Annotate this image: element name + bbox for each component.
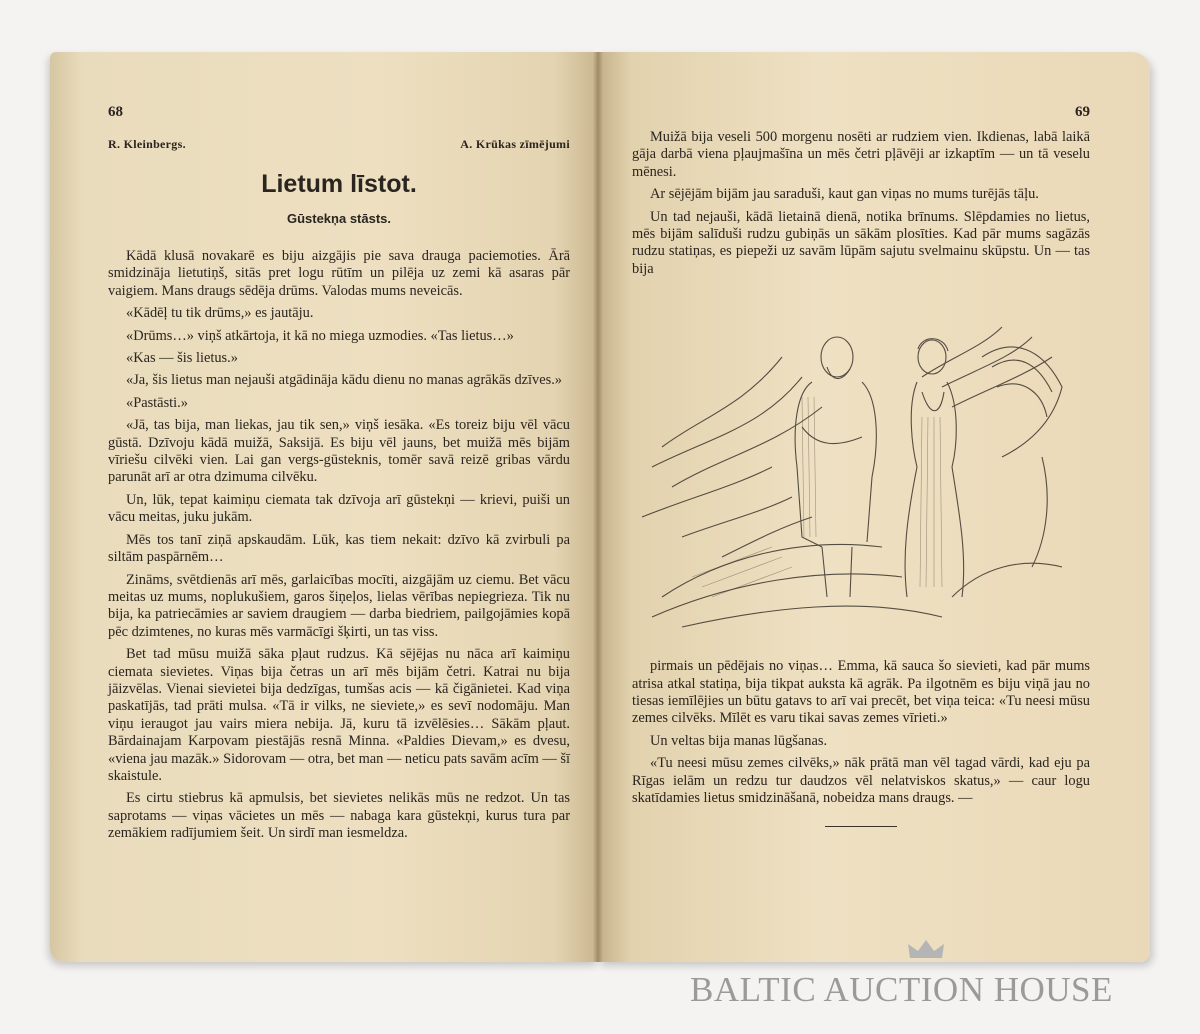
paragraph: Zināms, svētdienās arī mēs, garlaicības mocīti, aizgājām uz ciemu. Bet vācu meitas uz mums, noplukušiem, garos šiņeļos, lielas vērības nepiegrieza. Tik nu bija, ka patriecāmies ar saviem draugiem — darba biedriem, pailgojāmies kopā pēc dzimtenes, no kuras mēs varmācīgi šķirti, un tas viss. xyxy=(108,571,570,640)
paragraph: «Jā, tas bija, man liekas, jau tik sen,» viņš iesāka. «Es toreiz biju vēl vācu gūstā. Dzīvoju kādā muižā, Saksijā. Es biju vēl jauns, bet muižā mēs bijām vīriešu cilvēki vien. Lai gan vergs-gūsteknis, tomēr savā reizē gribas vārdu parunāt arī ar otra dzimuma cilvēku. xyxy=(108,417,570,486)
paragraph: «Tu neesi mūsu zemes cilvēks,» nāk prātā man vēl tagad vārdi, kad eju pa Rīgas ielām un redzu tur daudzos vēl nelatviskos skatus,» — caur logu skatīdamies lietus smidzināšanā, nobeidza mans draugs. — xyxy=(632,755,1090,807)
paragraph: Mēs tos tanī ziņā apskaudām. Lūk, kas tiem nekait: dzīvo kā zvirbuli pa siltām paspārnēm… xyxy=(108,531,570,566)
crown-icon xyxy=(906,938,946,962)
paragraph: «Kas — šis lietus.» xyxy=(126,350,238,367)
paragraph: Ar sējējām bijām jau saraduši, kaut gan viņas no mums turējās tāļu. xyxy=(650,186,1039,203)
right-page xyxy=(598,52,1150,962)
running-header xyxy=(108,137,570,152)
right-body-text-top xyxy=(632,129,1090,278)
page-number-right: 69 xyxy=(1075,104,1090,120)
story-subtitle: Gūstekņa stāsts. xyxy=(286,211,392,226)
paragraph: Un, lūk, tepat kaimiņu ciemata tak dzīvoja arī gūstekņi — krievi, puiši un vācu meitas, juku jukām. xyxy=(108,491,570,526)
illustrator-credit: A. Krūkas zīmējumi xyxy=(460,137,570,151)
paragraph: Es cirtu stiebrus kā apmulsis, bet sievietes nelikās mūs ne redzot. Un tas saprotams — viņas vācietes un mēs — nabaga kara gūstekņi, kurus tura par zemākiem radījumiem šeit. Un sirdī man iesmeldza. xyxy=(108,790,570,842)
left-body-text xyxy=(108,248,570,843)
story-title: Lietum līstot. xyxy=(261,170,417,198)
book-gutter xyxy=(593,52,603,962)
paragraph: Bet tad mūsu muižā sāka pļaut rudzus. Kā sējējas nu nāca arī kaimiņu ciemata sievietes. Viņas bija četras un arī mēs bijām četri. Katrai nu bija jāizvēlas. Vienai sievietei bija dedzīgas, tumšas acis — kā čigānietei. Kad viņa paskatījās, tad prāti mulsa. «Tā ir vilks, ne sieviete,» es sevī nodomāju. Man viņu ieraugot jau vairs miera nebija. Jā, kuru tā izvēlēsies… Sākām pļaut. Bārdainajam Karpovam piestājās resnā Minna. «Paldies Dievam,» es dvesu, «viena jau mazāk.» Sidorovam — otra, bet man — neticu pats savām acīm — šī skaistule. xyxy=(108,646,570,784)
open-booklet xyxy=(50,52,1160,962)
left-page xyxy=(50,52,598,962)
story-illustration xyxy=(622,297,1092,637)
paragraph: «Kādēļ tu tik drūms,» es jautāju. xyxy=(126,305,314,322)
paragraph: «Ja, šis lietus man nejauši atgādināja kādu dienu no manas agrākās dzīves.» xyxy=(126,372,562,389)
paragraph: pirmais un pēdējais no viņas… Emma, kā sauca šo sievieti, kad pār mums atrisa atkal statiņa, bija tikpat auksta kā agrāk. Pa ilgotnēm es biju viņā jau no tiesas iemīlējies un būtu gatavs to arī vai precēt, bet viņa teica: «Tu neesi mūsu zemes cilvēks. Mīlēt es varu tikai savas zemes vīrieti.» xyxy=(632,658,1090,727)
end-rule xyxy=(825,826,897,827)
author-name: R. Kleinbergs. xyxy=(108,137,186,151)
paragraph: Muižā bija veseli 500 morgenu nosēti ar rudziem vien. Ikdienas, labā laikā gāja darbā viena pļaujmašīna un mēs četri pļāvēji ar izkaptīm — un tā veselu mēnesi. xyxy=(632,129,1090,180)
page-number-left: 68 xyxy=(108,104,123,120)
paragraph: Kādā klusā novakarē es biju aizgājis pie sava drauga paciemoties. Ārā smidzināja lietutiņš, sitās pret logu rūtīm un pilēja uz zemi kā asaras pār vaigiem. Mans draugs sēdēja drūms. Valodas mums neveicās. xyxy=(108,248,570,299)
watermark-text: BALTIC AUCTION HOUSE xyxy=(690,970,1113,1009)
paragraph: «Pastāsti.» xyxy=(126,394,188,411)
paragraph: Un tad nejauši, kādā lietainā dienā, notika brīnums. Slēpdamies no lietus, mēs bijām salīduši rudzu gubiņās un sākām plosīties. Kad pār mums sagāzās rudzu statiņas, es piepeži uz savām lūpām sajutu svelmainu skūpstu. Un — tas bija xyxy=(632,208,1090,277)
paragraph: «Drūms…» viņš atkārtoja, it kā no miega uzmodies. «Tas lietus…» xyxy=(126,327,514,344)
right-body-text-bottom xyxy=(632,658,1090,807)
paragraph: Un veltas bija manas lūgšanas. xyxy=(650,732,828,749)
